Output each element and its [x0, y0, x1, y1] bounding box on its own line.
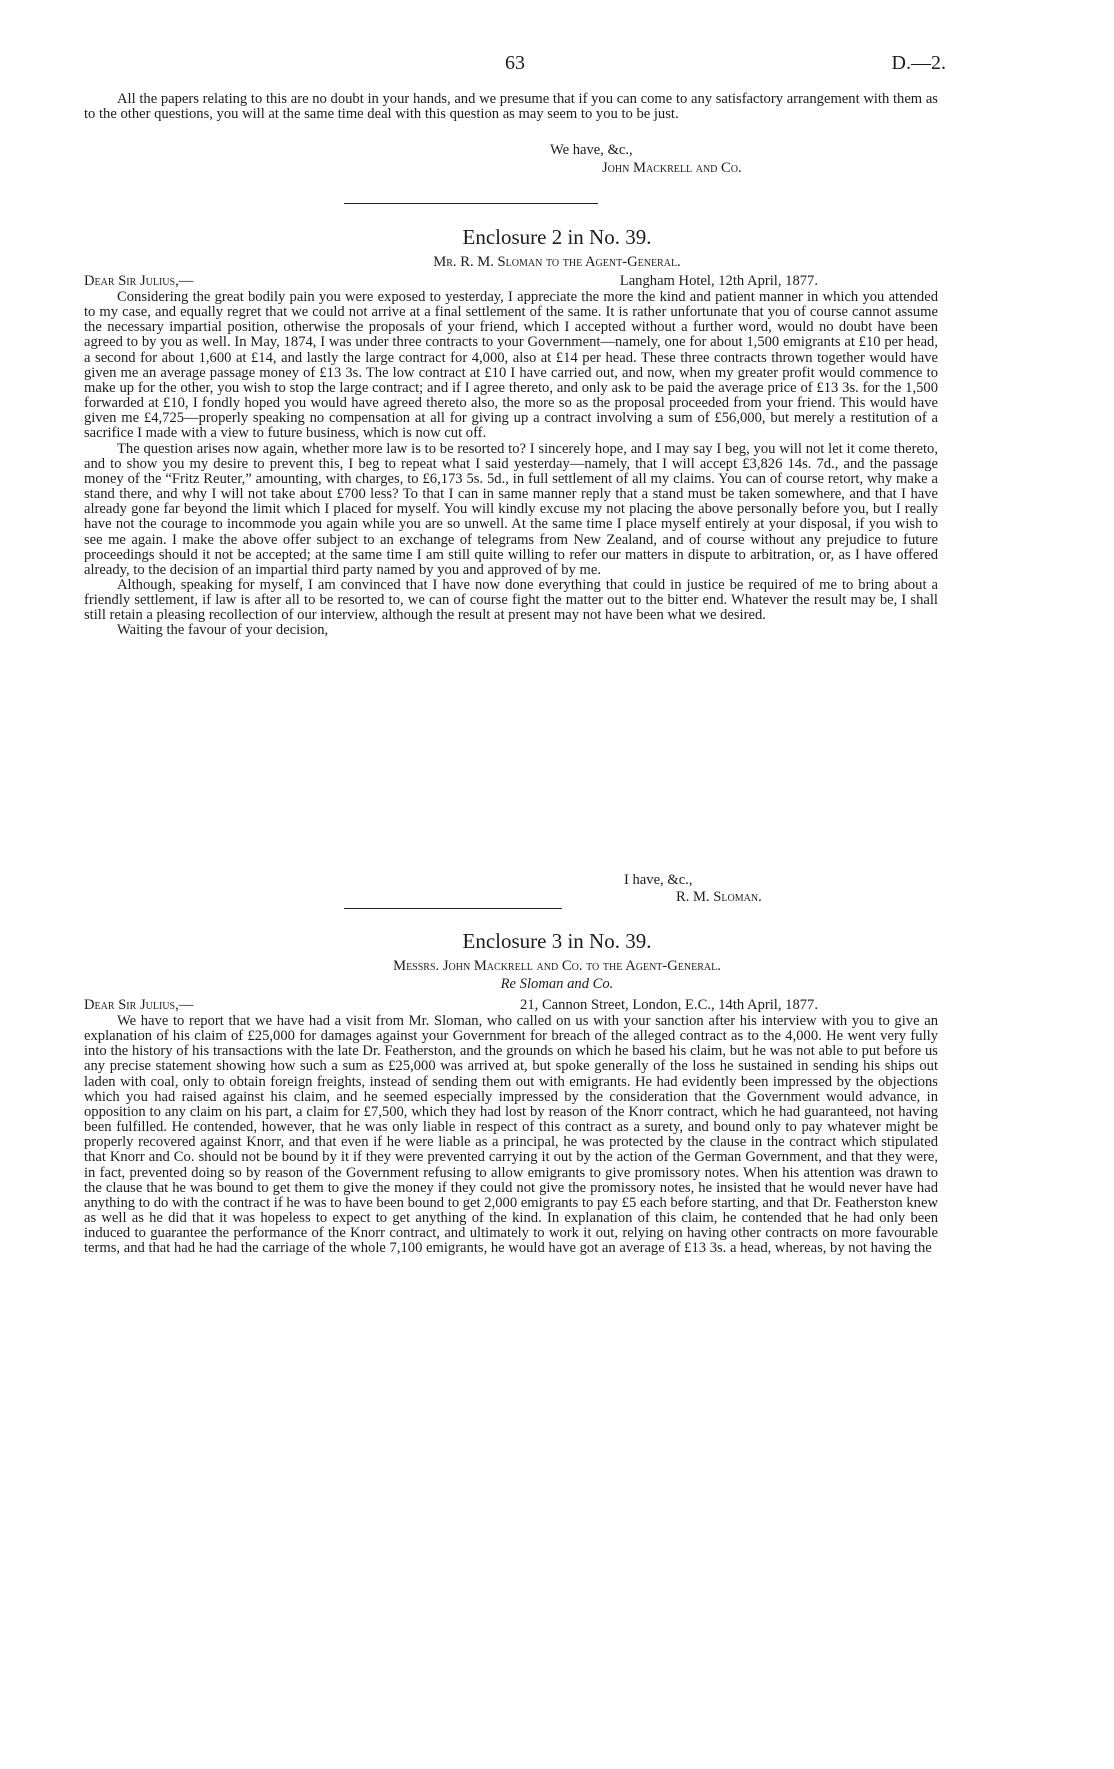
page-number: 63: [505, 52, 525, 74]
enclosure-3-subtitle: Messrs. John Mackrell and Co. to the Agent-General.: [393, 958, 721, 974]
enclosure-3-heading-row: [84, 997, 938, 1013]
enclosure-3-salutation: Dear Sir Julius,—: [84, 997, 194, 1013]
enclosure-2-heading-row: [84, 273, 938, 289]
enclosure-3-place-date: 21, Cannon Street, London, E.C., 14th April, 1877.: [520, 997, 818, 1013]
opening-signature: John Mackrell and Co.: [602, 160, 742, 176]
enclosure-3-paragraph: We have to report that we have had a visit from Mr. Sloman, who called on us with your sanction after his interview with you to give an explanation of his claim of £25,000 for damages against your Government for breach of the alleged contract as to the 4,000. He went very fully into the history of his transactions with the late Dr. Featherston, and the grounds on which he based his claim, but he was not able to put before us any precise statement showing how such a sum as £25,000 was arrived at, but spoke generally of the loss he sustained in sending his ships out laden with coal, only to obtain foreign freights, instead of sending them out with emigrants. He had evidently been impressed by the objections which you had raised against his claim, and he seemed especially impressed by the consideration that the Government would advance, in opposition to any claim on his part, a claim for £7,500, which they had lost by reason of the Knorr contract, which he had guaranteed, not having been fulfilled. He contended, however, that he was only liable in respect of this contract as a surety, and bound only to pay whatever might be properly recovered against Knorr, and that even if he were liable as a principal, he was protected by the clause in the contract which stipulated that Knorr and Co. should not be bound by it if they were prevented carrying it out by the action of the German Government, and that they were, in fact, prevented doing so by reason of the Government refusing to allow emigrants to give promissory notes. When his attention was drawn to the clause that he was bound to get them to give the money if they could not give the promissory notes, he insisted that he would never have had anything to do with the contract if he was to have been bound to get 2,000 emigrants to pay £5 each before starting, and that Dr. Featherston knew as well as he did that it was hopeless to expect to get anything of the kind. In explanation of this claim, he contended that he had only been induced to guarantee the performance of the Knorr contract, and ultimately to work it out, relying on having other contracts on more favourable terms, and that had he had the carriage of the whole 7,100 emigrants, he would have got an average of £13 3s. a head, whereas, by not having the: [84, 1013, 938, 1257]
section-divider-2: [344, 908, 562, 909]
enclosure-2-paragraph-2: The question arises now again, whether more law is to be resorted to? I sincerely hope, and I may say I beg, you will not let it come thereto, and to show you my desire to prevent this, I beg to repeat what I said yesterday—namely, that I will accept £3,826 14s. 7d., and the passage money of the “Fritz Reuter,” amounting, with charges, to £6,173 5s. 5d., in full settlement of all my claims. You can of course retort, why make a stand there, and why I will not take about £700 less? To that I can in same manner reply that a stand must be taken somewhere, and that I have already gone far beyond the limit which I placed for myself. You will kindly excuse my not placing the above personally before you, but I really have not the courage to incommode you again while you are so unwell. At the same time I place myself entirely at your disposal, if you wish to see me again. I make the above offer subject to an exchange of telegrams from New Zealand, and of course without any prejudice to future proceedings should it not be accepted; at the same time I am still quite willing to refer our matters in dispute to arbitration, or, as I have offered already, to the decision of an impartial third party named by you and approved of by me.: [84, 440, 938, 578]
section-divider: [344, 203, 598, 204]
enclosure-2-place-date: Langham Hotel, 12th April, 1877.: [619, 273, 818, 289]
enclosure-2-signature: R. M. Sloman.: [676, 889, 762, 905]
opening-paragraph: All the papers relating to this are no doubt in your hands, and we presume that if you can come to any satisfactory arrangement with them as to the other questions, you will at the same time deal with this question as may seem to you to be just.: [84, 91, 938, 123]
enclosure-2-subtitle: Mr. R. M. Sloman to the Agent-General.: [433, 254, 681, 270]
page-header: [0, 52, 1114, 82]
enclosure-3-re-line: Re Sloman and Co.: [500, 976, 614, 992]
enclosure-3-title: Enclosure 3 in No. 39.: [462, 929, 652, 953]
enclosure-2-body: [84, 290, 938, 639]
opening-section: [84, 92, 938, 122]
enclosure-2-title: Enclosure 2 in No. 39.: [462, 225, 652, 249]
enclosure-2-paragraph-3: Although, speaking for myself, I am convinced that I have now done everything that could in justice be required of me to bring about a friendly settlement, if law is after all to be resorted to, we can of course fight the matter out to the bitter end. Whatever the result may be, I shall still retain a pleasing recollection of our interview, although the result at present may not have been what we desired.: [84, 576, 938, 624]
enclosure-2-closing: I have, &c.,: [624, 872, 693, 888]
enclosure-2-paragraph-4: Waiting the favour of your decision,: [117, 622, 329, 639]
enclosure-2-salutation: Dear Sir Julius,—: [84, 273, 194, 289]
opening-closing: We have, &c.,: [550, 142, 633, 158]
enclosure-3-body: [84, 1014, 938, 1257]
enclosure-2-paragraph-1: Considering the great bodily pain you were exposed to yesterday, I appreciate the more the kind and patient manner in which you attended to my case, and equally regret that we could not arrive at a final settlement of the same. It is rather unfortunate that you of course cannot assume the necessary impartial position, otherwise the proposals of your friend, which I accepted without a further word, would no doubt have been agreed to by you as well. In May, 1874, I was under three contracts to your Government—namely, one for about 1,500 emigrants at £10 per head, a second for about 1,600 at £14, and lastly the large contract for 4,000, also at £14 per head. These three contracts thrown together would have given me an average passage money of £13 3s. The low contract at £10 I have carried out, and now, when my greater profit would commence to make up for the other, you wish to stop the large contract; and if I agree thereto, and only ask to be paid the average price of £13 3s. for the 1,500 forwarded at £10, I fondly hoped you would have agreed thereto also, the more so as the proposal proceeded from your friend. This would have given me £4,725—properly speaking no compensation at all for giving up a contract involving a sum of £56,000, but merely a restitution of a sacrifice I made with a view to future business, which is now cut off.: [84, 289, 938, 442]
document-reference: D.—2.: [891, 52, 946, 74]
